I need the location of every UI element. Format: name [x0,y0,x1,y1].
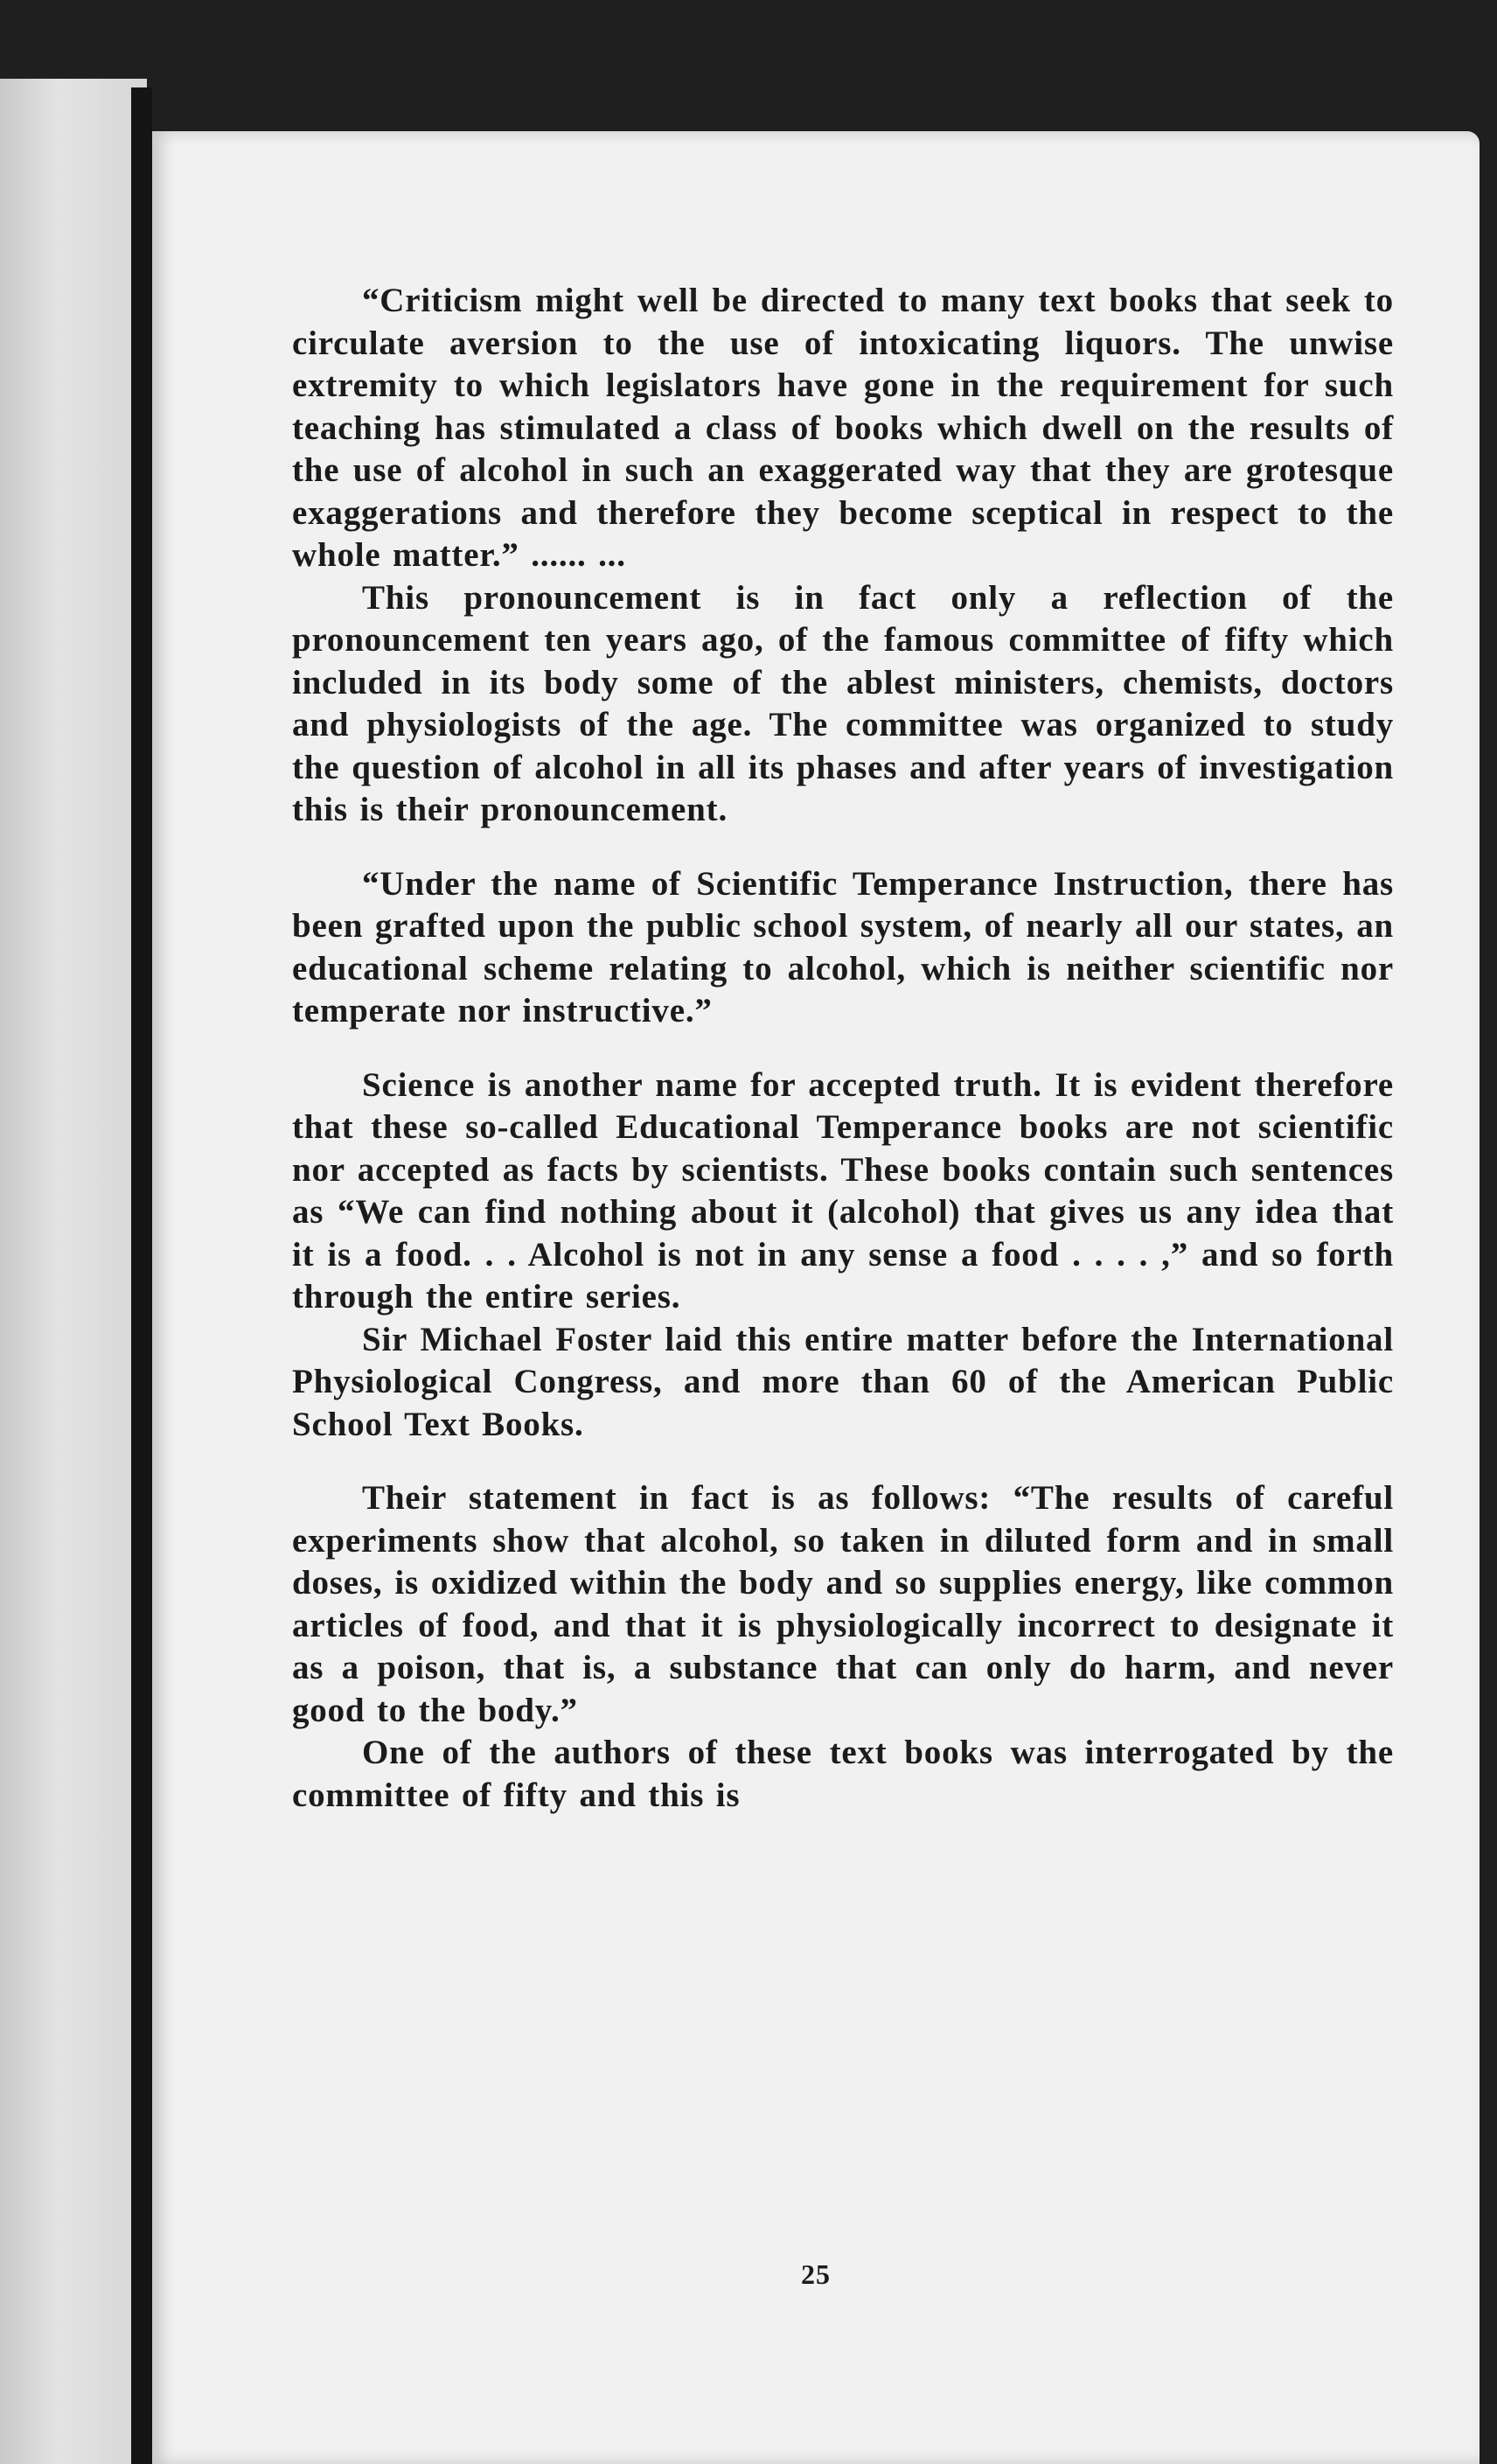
paragraph-scientific-temperance-quote: “Under the name of Scientific Temperance Instruction, there has been grafted upon the public school system, of nearly all our states, an educational scheme relating to alcohol, which is neither scientific nor temperate nor instructive.” [292,864,1394,1030]
book-spine-shadow [131,87,152,2464]
paragraph-one-of-the-authors: One of the authors of these text books was interrogated by the committee of fifty and this is [292,1734,1394,1814]
paragraph-science-accepted-truth: Science is another name for accepted truth. It is evident therefore that these so-called Educational Temperance books are not scientific nor accepted as facts by scientists. These books contain such sentences as “We can find nothing about it (alcohol) that gives us any idea that it is a food. . . Alcohol is not in any sense a food . . . . ,” and so forth through the entire series. [292,1065,1394,1316]
paragraph-pronouncement: This pronouncement is in fact only a reflection of the pronouncement ten years ago, of the famous committee of fifty which included in its body some of the ablest ministers, chemists, doctors and physiologists of the age. The committee was organized to study the question of alcohol in all its phases and after years of investigation this is their pronouncement. [292,578,1394,828]
paragraph-michael-foster: Sir Michael Foster laid this entire matter before the International Physiological Congress, and more than 60 of the American Public School Text Books. [292,1320,1394,1443]
body-text [292,280,1394,1817]
page-number: 25 [801,2258,831,2290]
paragraph-criticism-quote: “Criticism might well be directed to many text books that seek to circulate aversion to the use of intoxicating liquors. The unwise extremity to which legislators have gone in the requirement for such teaching has stimulated a class of books which dwell on the results of the use of alcohol in such an exaggerated way that they are grotesque exaggerations and therefore they become sceptical in respect to the whole matter.” ...... ... [292,282,1394,574]
facing-page-edge [0,79,147,2464]
book-page [152,131,1480,2464]
paragraph-their-statement: Their statement in fact is as follows: “The results of careful experiments show that alcohol, so taken in diluted form and in small doses, is oxidized within the body and so supplies energy, like common articles of food, and that it is physiologically incorrect to designate it as a poison, that is, a substance that can only do harm, and never good to the body.” [292,1479,1394,1729]
